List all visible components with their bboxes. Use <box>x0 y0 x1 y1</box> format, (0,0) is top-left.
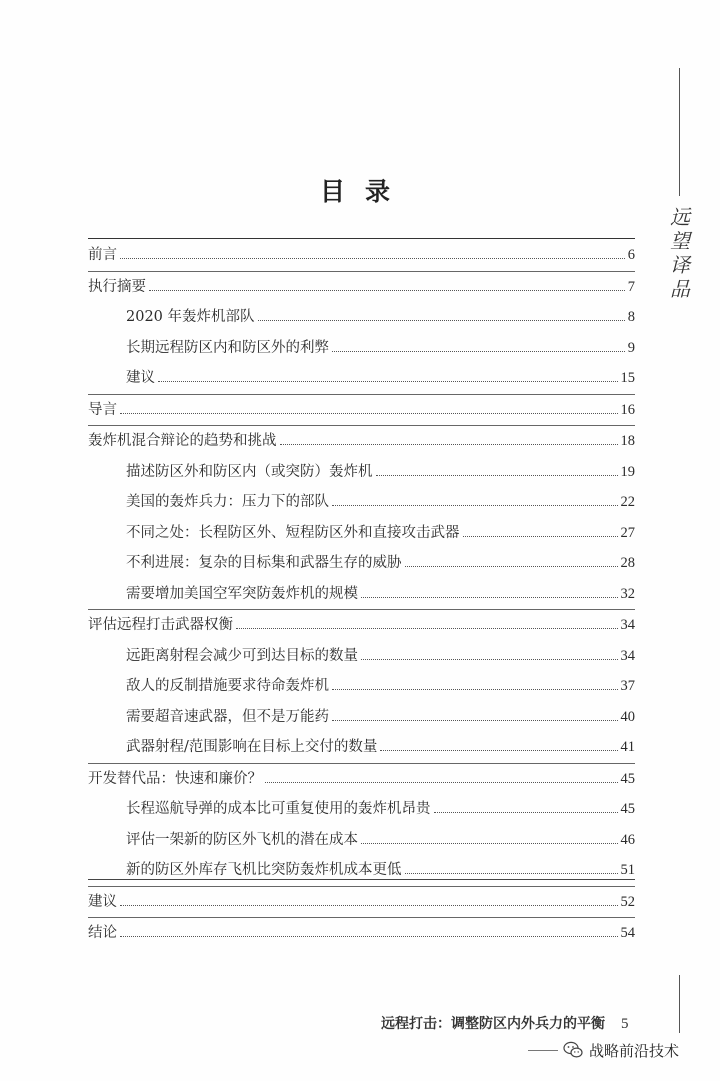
dot-leader <box>265 782 618 783</box>
toc-entry-title: 不利进展：复杂的目标集和武器生存的威胁 <box>126 555 402 571</box>
toc-section-entry[interactable] <box>88 333 635 364</box>
toc-section-entry[interactable] <box>88 548 635 579</box>
toc-entry-page: 40 <box>620 708 635 725</box>
dot-leader <box>405 566 618 567</box>
toc-entry-page: 52 <box>620 893 635 910</box>
dot-leader <box>361 843 618 844</box>
toc-chapter-entry[interactable] <box>88 918 635 949</box>
toc-entry-page: 16 <box>620 401 635 418</box>
toc-entry-title: 描述防区外和防区内（或突防）轰炸机 <box>126 463 373 480</box>
dot-leader <box>332 505 618 506</box>
toc-entry-title: 评估远程打击武器权衡 <box>88 617 233 633</box>
toc-entry-page: 7 <box>627 278 635 295</box>
toc-chapter-entry[interactable] <box>88 887 635 918</box>
toc-section-entry[interactable] <box>88 702 635 733</box>
toc-entry-page: 19 <box>620 463 635 480</box>
toc-entry-page: 9 <box>627 339 635 356</box>
toc-entry-title: 结论 <box>88 925 117 941</box>
watermark-line <box>528 1050 558 1051</box>
toc-entry-title: 远距离射程会减少可到达目标的数量 <box>126 647 358 664</box>
dot-leader <box>332 351 625 352</box>
toc-section-entry[interactable] <box>88 487 635 518</box>
dot-leader <box>236 628 618 629</box>
toc-entry-page: 46 <box>620 831 635 848</box>
toc-entry-page: 45 <box>620 770 635 787</box>
toc-entry-title: 敌人的反制措施要求待命轰炸机 <box>126 678 329 694</box>
toc-entry-title: 导言 <box>88 401 117 418</box>
watermark-text: 战略前沿技术 <box>589 1041 680 1060</box>
toc-entry-page: 34 <box>620 617 635 633</box>
running-title: 远程打击：调整防区内外兵力的平衡 <box>381 1016 605 1032</box>
toc-list <box>88 240 635 949</box>
toc-entry-page: 34 <box>620 647 635 664</box>
toc-entry-page: 27 <box>620 524 635 541</box>
toc-entry-title: 轰炸机混合辩论的趋势和挑战 <box>88 433 277 449</box>
toc-entry-page: 28 <box>620 555 635 571</box>
toc-entry-page: 18 <box>620 433 635 449</box>
toc-entry-title: 新的防区外库存飞机比突防轰炸机成本更低 <box>126 862 402 878</box>
toc-section-entry[interactable] <box>88 732 635 763</box>
dot-leader <box>149 290 625 291</box>
toc-section-entry[interactable] <box>88 518 635 549</box>
page-number: 5 <box>621 1016 629 1032</box>
toc-entry-page: 32 <box>620 585 635 602</box>
side-rule-bottom <box>679 975 680 1033</box>
toc-entry-page: 6 <box>627 247 635 263</box>
toc-entry-title: 2020 年轰炸机部队 <box>126 309 255 325</box>
dot-leader <box>120 258 625 259</box>
toc-section-entry[interactable] <box>88 641 635 672</box>
toc-entry-page: 41 <box>620 739 635 755</box>
toc-section-entry[interactable] <box>88 671 635 702</box>
toc-entry-page: 37 <box>620 678 635 694</box>
toc-chapter-entry[interactable] <box>88 426 635 457</box>
toc-top-rule <box>88 238 635 239</box>
toc-entry-page: 45 <box>620 801 635 817</box>
toc-section-entry[interactable] <box>88 825 635 856</box>
toc-entry-page: 15 <box>620 370 635 386</box>
dot-leader <box>380 750 617 751</box>
toc-title: 目录 <box>319 177 410 206</box>
dot-leader <box>405 873 618 874</box>
toc-entry-page: 54 <box>620 925 635 941</box>
wechat-icon <box>563 1041 583 1059</box>
page-footer <box>381 1013 629 1033</box>
toc-chapter-entry[interactable] <box>88 610 635 641</box>
toc-entry-title: 长期远程防区内和防区外的利弊 <box>126 339 329 356</box>
toc-entry-page: 51 <box>620 862 635 878</box>
dot-leader <box>361 659 618 660</box>
toc-entry-title: 建议 <box>126 370 155 386</box>
dot-leader <box>120 936 618 937</box>
toc-entry-title: 长程巡航导弹的成本比可重复使用的轰炸机昂贵 <box>126 801 431 817</box>
toc-chapter-entry[interactable] <box>88 272 635 303</box>
toc-section-entry[interactable] <box>88 302 635 333</box>
toc-entry-title: 需要超音速武器，但不是万能药 <box>126 708 329 725</box>
watermark <box>528 1039 720 1061</box>
toc-chapter-entry[interactable] <box>88 240 635 271</box>
toc-entry-title: 建议 <box>88 893 117 910</box>
toc-entry-title: 开发替代品：快速和廉价？ <box>88 770 262 787</box>
dot-leader <box>158 381 618 382</box>
dot-leader <box>332 720 618 721</box>
toc-entry-title: 评估一架新的防区外飞机的潜在成本 <box>126 831 358 848</box>
toc-chapter-entry[interactable] <box>88 395 635 426</box>
toc-entry-title: 美国的轰炸兵力：压力下的部队 <box>126 494 329 510</box>
side-tag: 远 望 译 品 <box>670 205 690 301</box>
toc-chapter-entry[interactable] <box>88 764 635 795</box>
dot-leader <box>280 444 618 445</box>
dot-leader <box>332 689 618 690</box>
toc-entry-title: 不同之处：长程防区外、短程防区外和直接攻击武器 <box>126 524 460 541</box>
toc-section-entry[interactable] <box>88 363 635 394</box>
toc-bottom-rule <box>88 879 635 880</box>
dot-leader <box>463 536 618 537</box>
toc-section-entry[interactable] <box>88 794 635 825</box>
toc-entry-page: 8 <box>627 309 635 325</box>
toc-entry-title: 需要增加美国空军突防轰炸机的规模 <box>126 585 358 602</box>
toc-section-entry[interactable] <box>88 457 635 488</box>
dot-leader <box>361 597 618 598</box>
toc-entry-title: 武器射程/范围影响在目标上交付的数量 <box>126 739 378 755</box>
toc-entry-title: 前言 <box>88 247 117 263</box>
dot-leader <box>434 812 618 813</box>
toc-entry-page: 22 <box>620 494 635 510</box>
toc-section-entry[interactable] <box>88 579 635 610</box>
dot-leader <box>376 475 618 476</box>
toc-section-entry[interactable] <box>88 855 635 886</box>
dot-leader <box>120 905 618 906</box>
toc-entry-title: 执行摘要 <box>88 278 146 295</box>
dot-leader <box>120 413 618 414</box>
dot-leader <box>258 320 625 321</box>
